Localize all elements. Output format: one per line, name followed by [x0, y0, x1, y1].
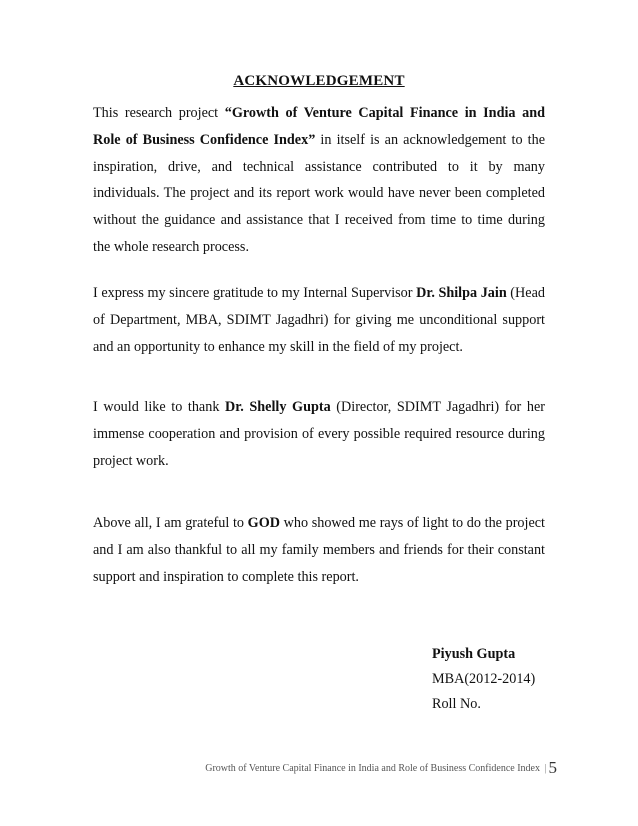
paragraph-text: in itself is an acknowledgement to the inspiration, drive, and technical assistance contributed to it by many individuals. The project and its report work would have never been completed without the guidance and assistance that I received from time to time during the whole research process.	[93, 131, 545, 255]
footer-separator: |	[544, 763, 547, 774]
paragraph-intro	[93, 100, 545, 261]
page-title: ACKNOWLEDGEMENT	[233, 73, 405, 89]
paragraph-text: Above all, I am grateful to	[93, 515, 248, 531]
god-bold: GOD	[247, 515, 280, 531]
signature-name: Piyush Gupta	[432, 646, 516, 662]
paragraph-supervisor	[93, 280, 545, 360]
paragraph-text: This research project	[93, 105, 225, 121]
project-title-bold: “Growth of Venture Capital Finance in India and Role of Business Confidence Index”	[93, 105, 545, 148]
page-number: 5	[548, 758, 557, 777]
paragraph-director	[93, 394, 545, 474]
director-name: Dr. Shelly Gupta	[225, 399, 331, 415]
paragraph-text: (Director, SDIMT Jagadhri) for her immense cooperation and provision of every possible required resource during project work.	[93, 399, 545, 469]
footer-text: Growth of Venture Capital Finance in India and Role of Business Confidence Index	[205, 763, 540, 774]
paragraph-gratitude	[93, 510, 545, 590]
paragraph-text: I express my sincere gratitude to my Internal Supervisor	[93, 285, 417, 301]
page-footer	[60, 758, 557, 778]
paragraph-text: who showed me rays of light to do the project and I am also thankful to all my family members and friends for their constant support and inspiration to complete this report.	[93, 515, 545, 585]
paragraph-text: I would like to thank	[93, 399, 226, 415]
supervisor-name: Dr. Shilpa Jain	[416, 285, 507, 301]
paragraph-text: (Head of Department, MBA, SDIMT Jagadhri) for giving me unconditional support and an opportunity to enhance my skill in the field of my project.	[93, 285, 545, 355]
signature-program: MBA(2012-2014)	[432, 671, 536, 687]
signature-roll: Roll No.	[432, 696, 481, 712]
